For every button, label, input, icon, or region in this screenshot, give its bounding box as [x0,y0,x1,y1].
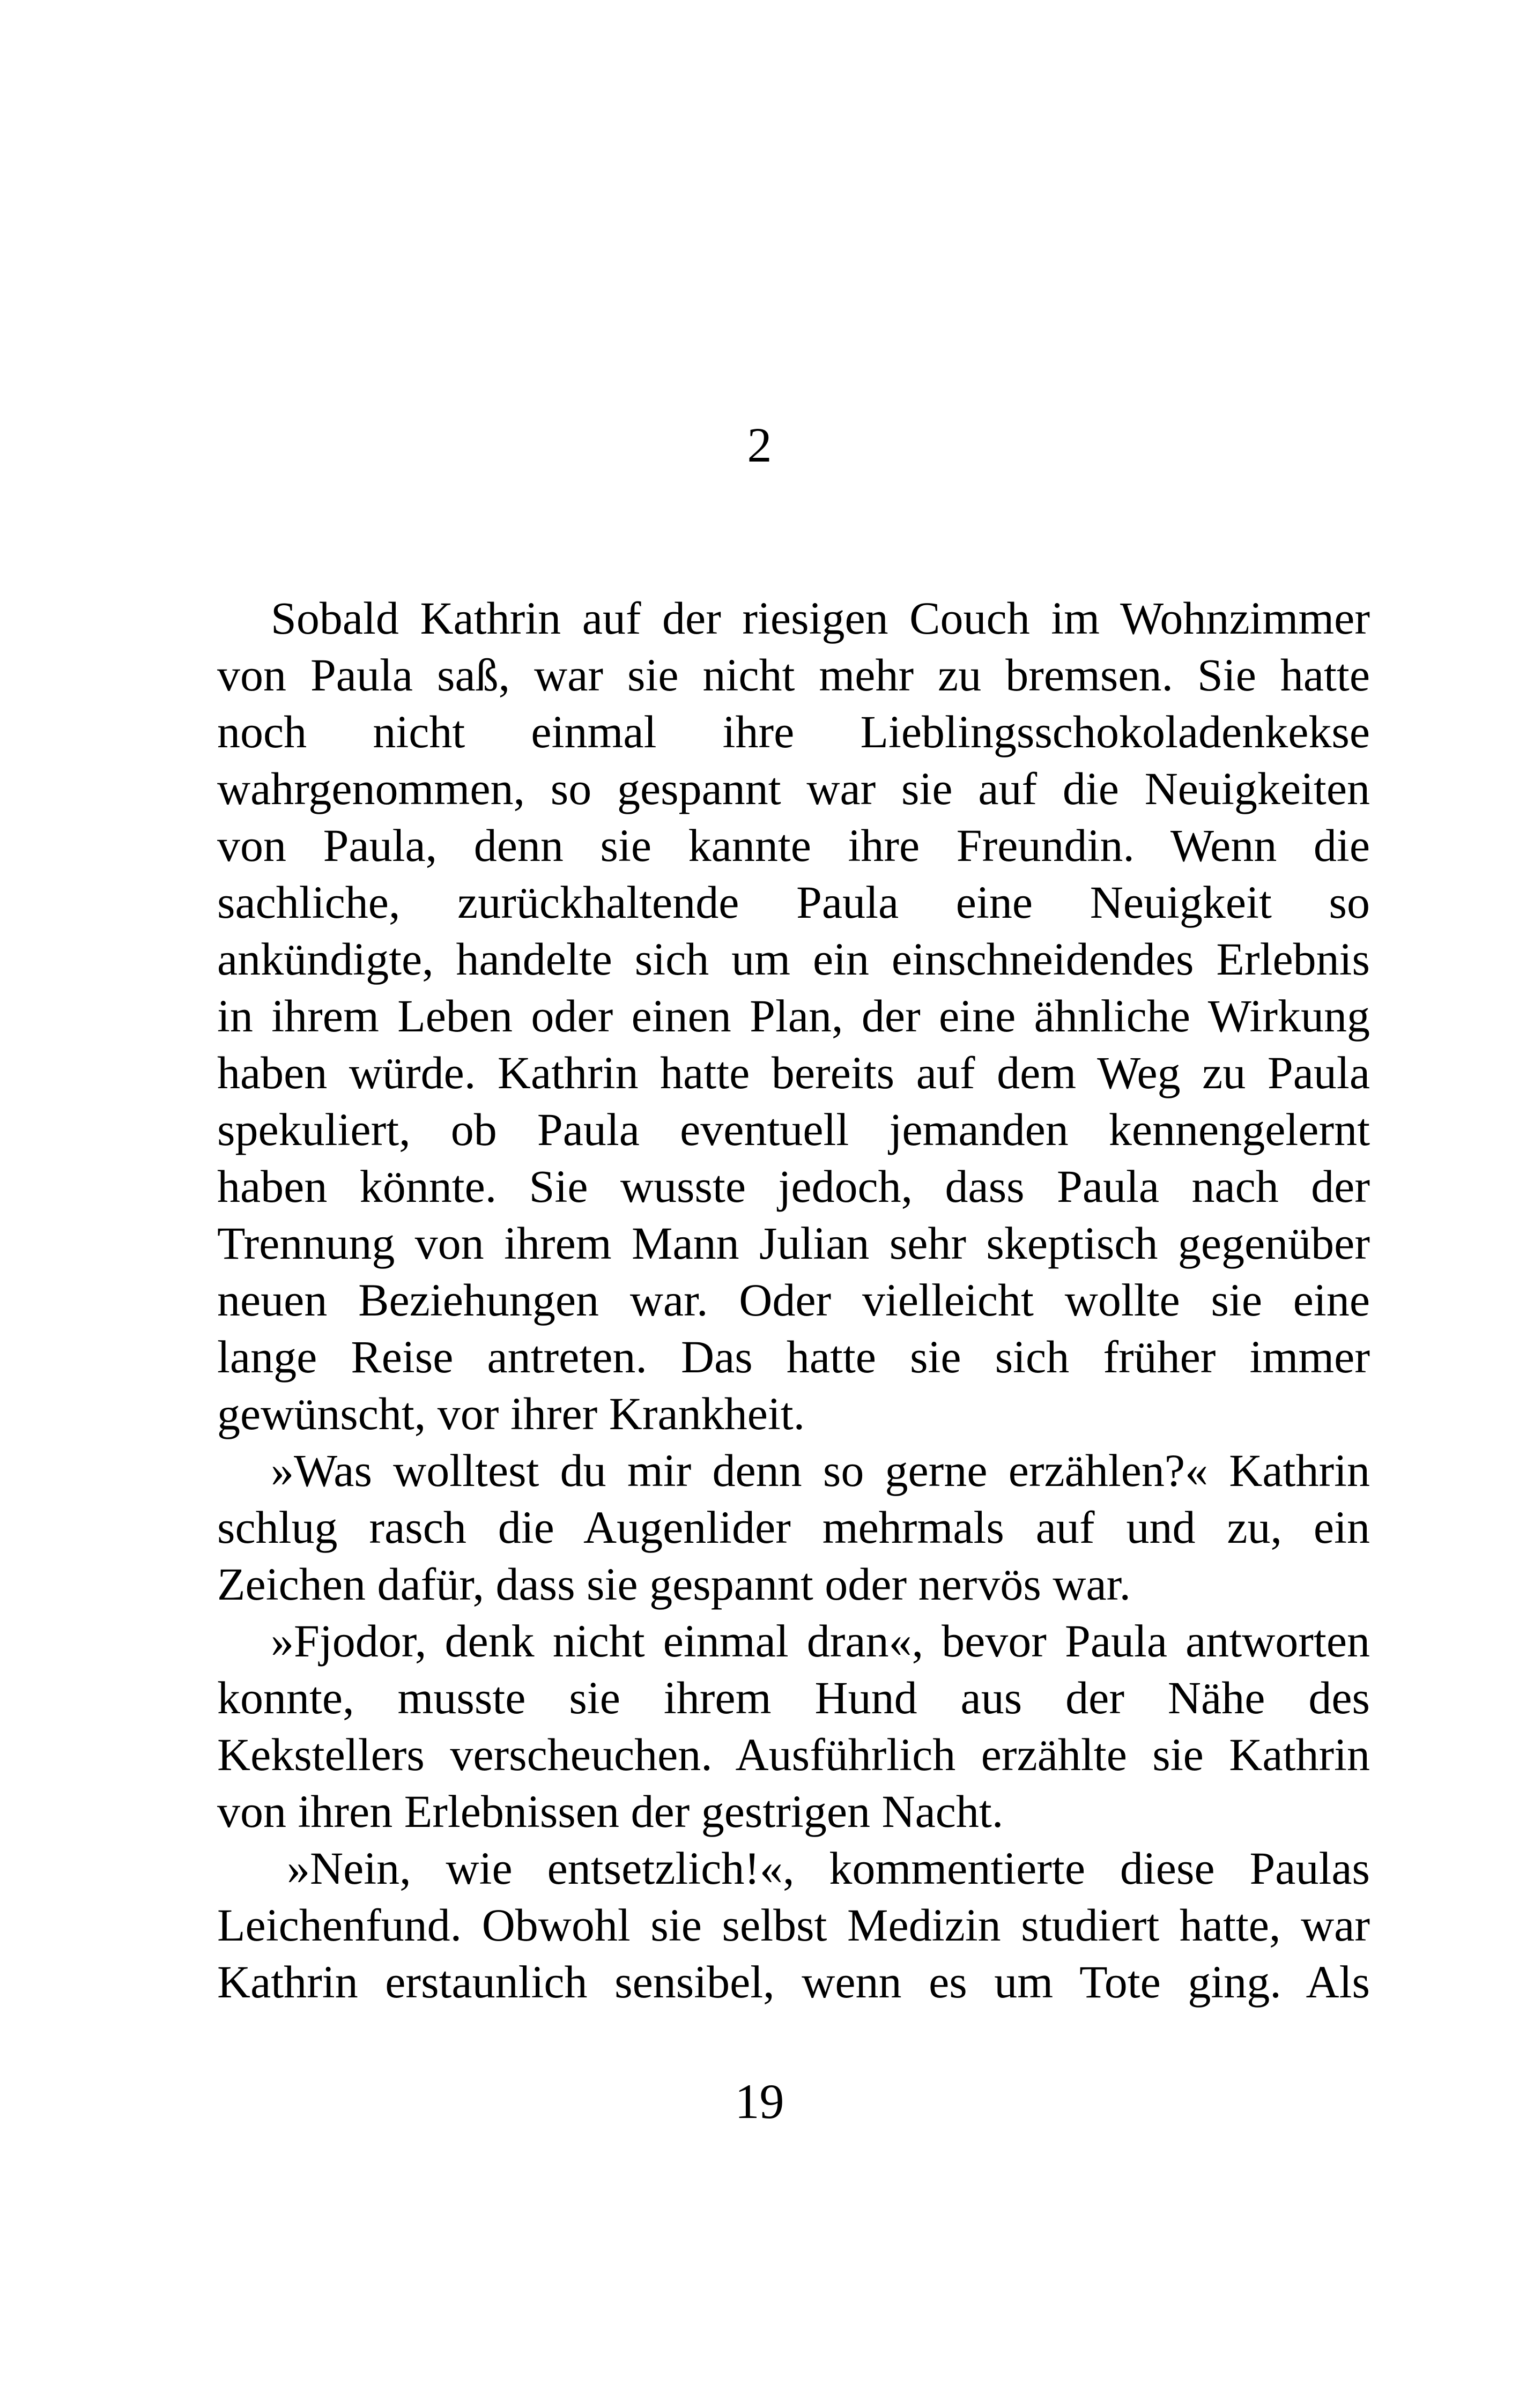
text-line: noch nicht einmal ihre Lieblingsschokoladenkekse [217,706,1370,757]
text-line: von Paula, denn sie kannte ihre Freundin. Wenn die [217,820,1370,871]
text-line: sachliche, zurückhaltende Paula eine Neuigkeit so [217,876,1370,928]
text-line: schlug rasch die Augenlider mehrmals auf und zu, ein [217,1502,1370,1553]
text-line: ankündigte, handelte sich um ein einschneidendes Erlebnis [217,933,1370,985]
text-line: haben würde. Kathrin hatte bereits auf dem Weg zu Paula [217,1047,1370,1098]
text-line: von Paula saß, war sie nicht mehr zu bremsen. Sie hatte [217,649,1370,701]
text-line: gewünscht, vor ihrer Krankheit. [217,1388,805,1439]
text-line: Kekstellers verscheuchen. Ausführlich erzählte sie Kathrin [217,1729,1370,1780]
text-line: von ihren Erlebnissen der gestrigen Nacht. [217,1786,1004,1837]
page-number: 19 [735,2074,784,2129]
text-line: haben könnte. Sie wusste jedoch, dass Paula nach der [217,1161,1370,1212]
text-line: spekuliert, ob Paula eventuell jemanden kennengelernt [217,1104,1370,1155]
text-line: Leichenfund. Obwohl sie selbst Medizin studiert hatte, war [217,1899,1370,1951]
text-line: neuen Beziehungen war. Oder vielleicht wollte sie eine [217,1274,1370,1326]
body-text [217,590,1370,2010]
text-line: »Nein, wie entsetzlich!«, kommentierte diese Paulas [287,1842,1370,1894]
text-line: Kathrin erstaunlich sensibel, wenn es um Tote ging. Als [217,1956,1370,2008]
text-line: »Was wolltest du mir denn so gerne erzählen?« Kathrin [271,1445,1370,1496]
text-line: in ihrem Leben oder einen Plan, der eine ähnliche Wirkung [217,990,1370,1042]
text-line: Sobald Kathrin auf der riesigen Couch im Wohnzimmer [271,592,1370,644]
text-line: wahrgenommen, so gespannt war sie auf die Neuigkeiten [217,763,1370,814]
text-line: Trennung von ihrem Mann Julian sehr skeptisch gegenüber [217,1217,1370,1269]
text-line: konnte, musste sie ihrem Hund aus der Nähe des [217,1672,1370,1723]
text-line: »Fjodor, denk nicht einmal dran«, bevor Paula antworten [271,1615,1370,1667]
text-line: lange Reise antreten. Das hatte sie sich früher immer [217,1331,1370,1383]
chapter-number: 2 [747,418,772,472]
text-line: Zeichen dafür, dass sie gespannt oder nervös war. [217,1558,1131,1610]
